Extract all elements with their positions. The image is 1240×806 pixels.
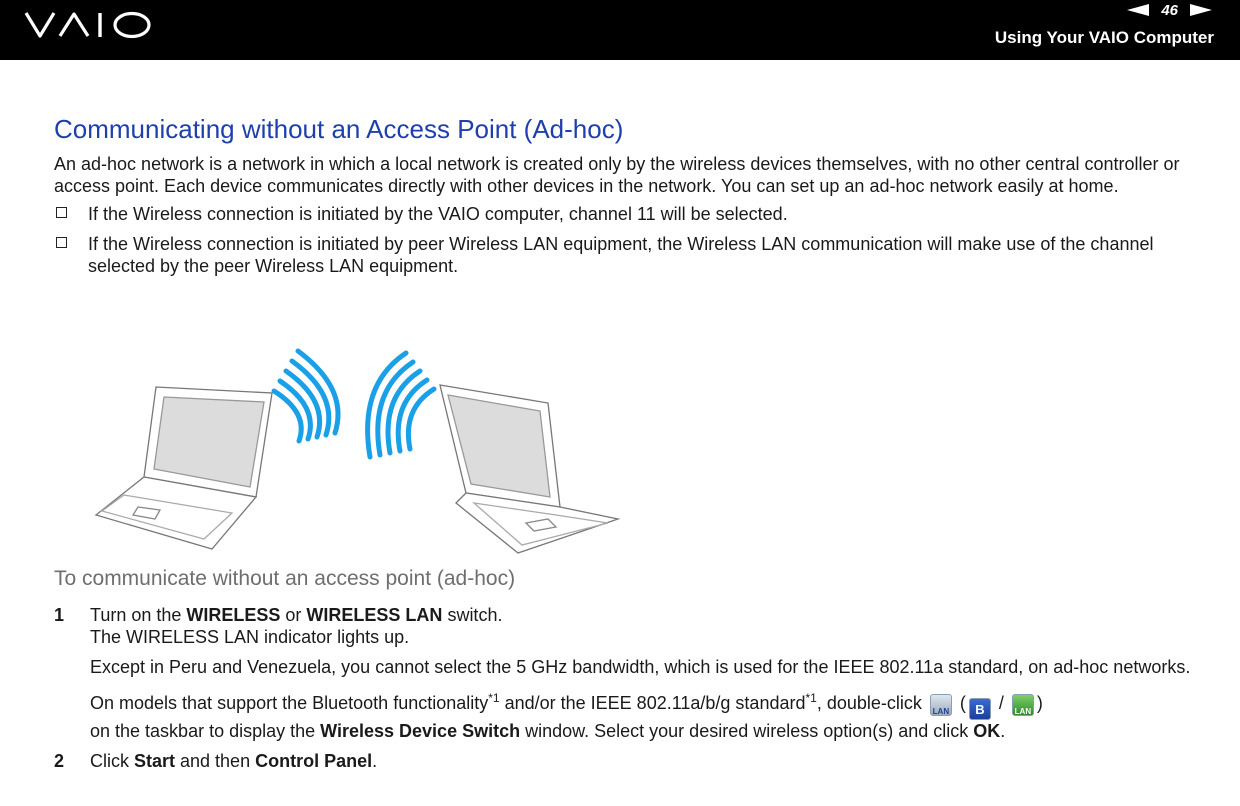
step-2 bbox=[54, 750, 1194, 772]
wireless-lan-icon[interactable]: LAN bbox=[930, 694, 952, 716]
step-2-text: Click Start and then Control Panel. bbox=[90, 751, 378, 771]
intro-paragraph: An ad-hoc network is a network in which a local network is created only by the wireless devices themselves, with no other central controller or access point. Each device communicates directly with other devices in the network. You can set up an ad-hoc network easily at home. bbox=[54, 154, 1180, 196]
step-1-text: Turn on the WIRELESS or WIRELESS LAN switch. bbox=[90, 605, 503, 625]
step-number: 1 bbox=[54, 605, 65, 625]
laptop-right-icon bbox=[440, 385, 618, 553]
vaio-logo bbox=[24, 9, 156, 41]
bullet-item bbox=[54, 233, 1194, 277]
adhoc-illustration bbox=[94, 343, 620, 555]
wlan-green-icon[interactable]: LAN bbox=[1012, 694, 1034, 716]
step-1 bbox=[54, 604, 1194, 742]
bluetooth-icon[interactable]: B bbox=[969, 698, 991, 720]
checkbox-bullet-icon bbox=[56, 207, 67, 218]
main-content bbox=[54, 113, 1194, 285]
bullet-text: If the Wireless connection is initiated by peer Wireless LAN equipment, the Wireless LAN communication will make use of the channel selected by the peer Wireless LAN equipment. bbox=[88, 234, 1154, 276]
step-number: 2 bbox=[54, 751, 65, 771]
procedure-subtitle: To communicate without an access point (ad-hoc) bbox=[54, 567, 516, 590]
bullet-item bbox=[54, 203, 1194, 225]
page-title: Communicating without an Access Point (Ad-hoc) bbox=[54, 114, 624, 144]
checkbox-bullet-icon bbox=[56, 237, 67, 248]
page-number: 46 bbox=[1161, 1, 1178, 19]
laptop-left-icon bbox=[96, 387, 272, 549]
bullet-text: If the Wireless connection is initiated by the VAIO computer, channel 11 will be selected. bbox=[88, 204, 788, 224]
wireless-waves-right-icon bbox=[368, 353, 434, 457]
header-bar bbox=[0, 0, 1240, 60]
step-1-note-switch: On models that support the Bluetooth functionality$^{*1}$ and/or the IEEE 802.11a/b/g standard$^{*1}$, double-click LAN ( B / LAN ) on the taskbar to display the Wireless Device Switch window. Select your desired wireless option(s) and click OK. bbox=[90, 691, 1043, 741]
arrow-right-icon[interactable] bbox=[1190, 4, 1212, 16]
step-1-note-bandwidth: Except in Peru and Venezuela, you cannot select the 5 GHz bandwidth, which is used for the IEEE 802.11a standard, on ad-hoc networks. bbox=[90, 657, 1191, 677]
procedure-steps bbox=[54, 604, 1194, 772]
section-title: Using Your VAIO Computer bbox=[994, 28, 1214, 47]
step-1-result: The WIRELESS LAN indicator lights up. bbox=[90, 627, 410, 647]
wireless-waves-left-icon bbox=[274, 351, 338, 441]
page-navigation bbox=[1127, 0, 1212, 20]
arrow-left-icon[interactable] bbox=[1127, 4, 1149, 16]
bullet-list bbox=[54, 203, 1194, 277]
